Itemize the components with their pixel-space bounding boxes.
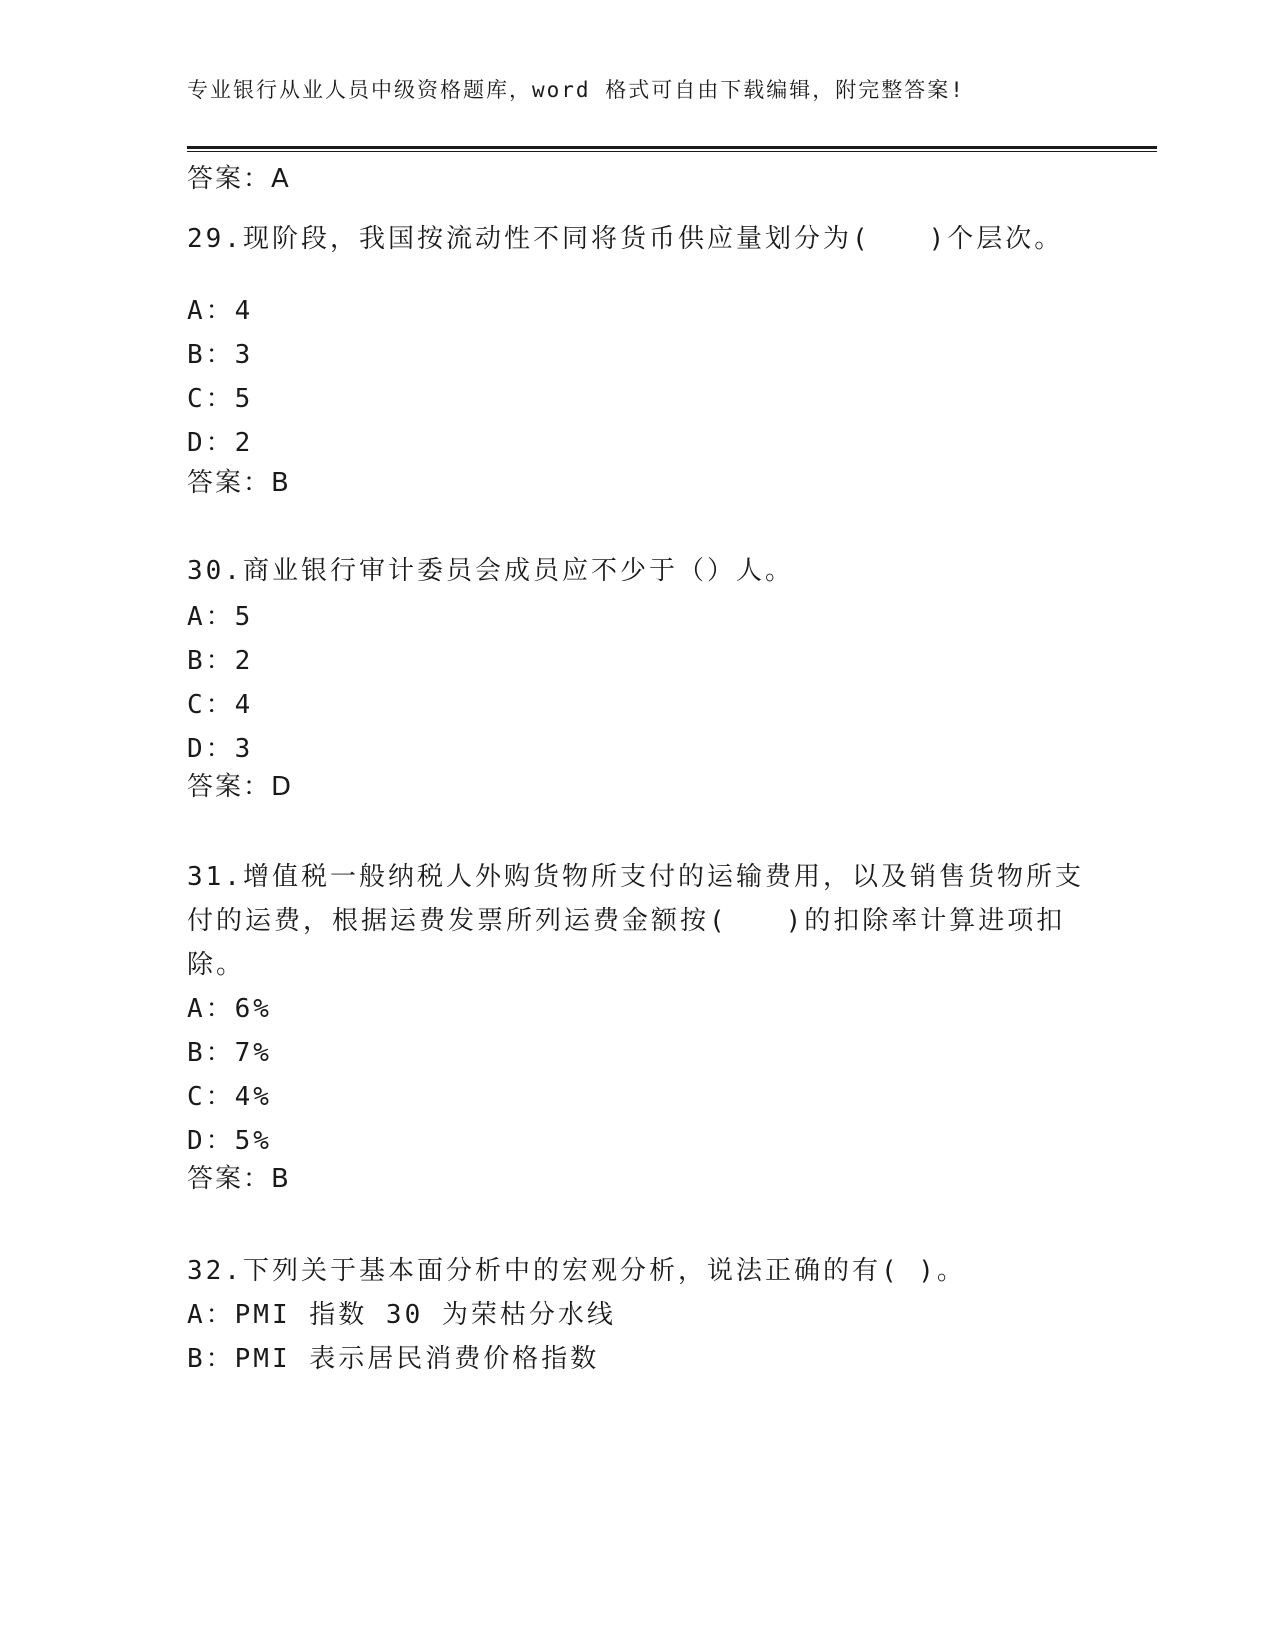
answer-prev: 答案：A: [187, 164, 291, 194]
page-header: 专业银行从业人员中级资格题库，word 格式可自由下载编辑，附完整答案!: [187, 78, 965, 102]
question-29-answer: 答案：B: [187, 468, 291, 498]
question-32-option-a: A：PMI 指数 30 为荣枯分水线: [187, 1300, 616, 1330]
question-29-option-b: B：3: [187, 340, 254, 370]
header-rule-thin: [187, 151, 1157, 152]
question-30-stem: 30.商业银行审计委员会成员应不少于（）人。: [187, 556, 794, 586]
question-29-option-d: D：2: [187, 428, 254, 458]
question-29-option-c: C：5: [187, 384, 254, 414]
question-32-stem: 32.下列关于基本面分析中的宏观分析，说法正确的有( )。: [187, 1256, 966, 1286]
question-32-option-b: B：PMI 表示居民消费价格指数: [187, 1344, 600, 1374]
question-31-option-a: A：6%: [187, 994, 272, 1024]
question-30-option-d: D：3: [187, 734, 254, 764]
question-31-option-d: D：5%: [187, 1126, 272, 1156]
question-29-stem: 29.现阶段，我国按流动性不同将货币供应量划分为( )个层次。: [187, 224, 1064, 254]
question-30-option-b: B：2: [187, 646, 254, 676]
question-31-stem-line-3: 除。: [187, 950, 246, 980]
question-31-answer: 答案：B: [187, 1164, 291, 1194]
question-31-option-c: C：4%: [187, 1082, 272, 1112]
question-30-option-c: C：4: [187, 690, 254, 720]
question-31-stem-line-2: 付的运费，根据运费发票所列运费金额按( )的扣除率计算进项扣: [187, 906, 1066, 936]
question-31-stem-line-1: 31.增值税一般纳税人外购货物所支付的运输费用，以及销售货物所支: [187, 862, 1084, 892]
question-30-option-a: A：5: [187, 602, 254, 632]
header-rule-thick: [187, 146, 1157, 149]
question-31-option-b: B：7%: [187, 1038, 272, 1068]
question-30-answer: 答案：D: [187, 772, 294, 802]
question-29-option-a: A：4: [187, 296, 254, 326]
